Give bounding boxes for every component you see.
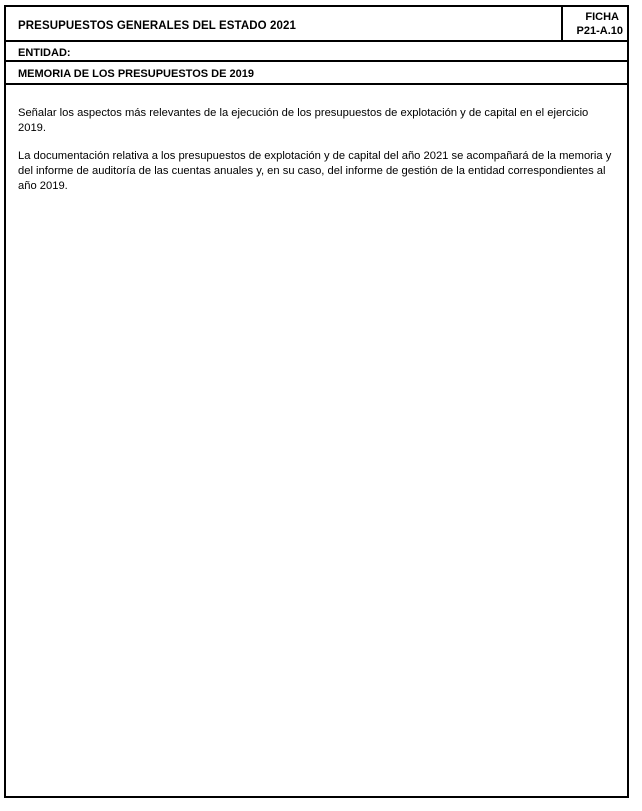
entidad-label: ENTIDAD: xyxy=(18,46,71,59)
instruction-paragraph-2: La documentación relativa a los presupuestos de explotación y de capital del año 2021 se acompañará de la memoria y del informe de auditoría de las cuentas anuales y, en su caso, del informe de gestión de la entidad correspondientes al año 2019. xyxy=(18,150,612,192)
ficha-label: FICHA xyxy=(585,10,619,23)
section-header xyxy=(6,62,627,85)
budget-form xyxy=(4,5,629,798)
ficha-code: P21-A.10 xyxy=(576,24,623,37)
section-title: MEMORIA DE LOS PRESUPUESTOS DE 2019 xyxy=(18,68,254,80)
instruction-paragraph-1: Señalar los aspectos más relevantes de la ejecución de los presupuestos de explotación y de capital en el ejercicio 2019. xyxy=(18,107,589,134)
entidad-row xyxy=(6,42,627,62)
form-header xyxy=(6,7,627,42)
ficha-box xyxy=(563,7,627,40)
form-title: PRESUPUESTOS GENERALES DEL ESTADO 2021 xyxy=(6,7,563,40)
form-body xyxy=(18,106,619,207)
